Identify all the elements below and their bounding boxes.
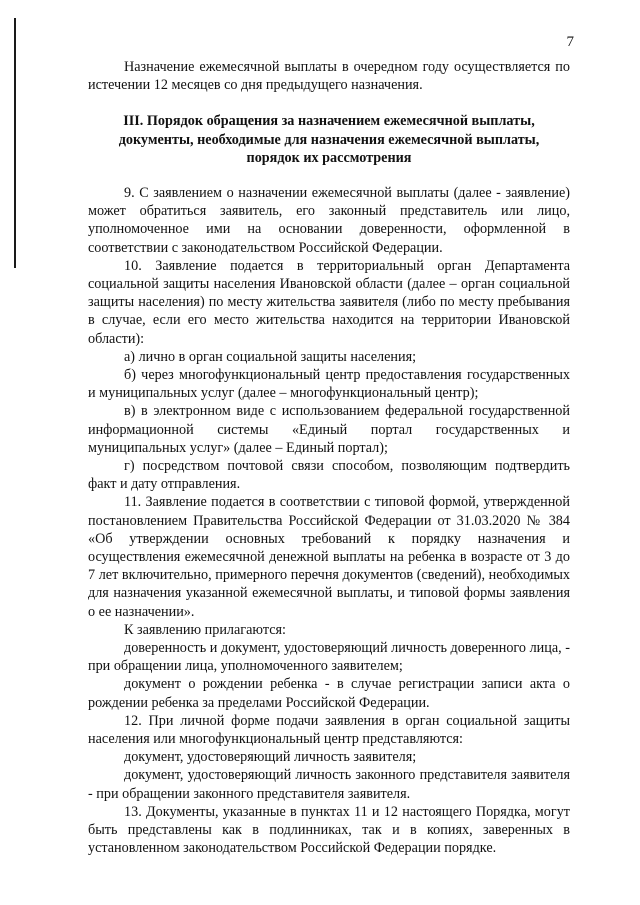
margin-line xyxy=(14,18,16,268)
list-item-b: б) через многофункциональный центр предоставления государственных и муниципальных услуг (далее – многофункциональный центр); xyxy=(88,366,570,402)
section-heading-line: документы, необходимые для назначения ежемесячной выплаты, xyxy=(118,131,540,148)
list-item-a: а) лично в орган социальной защиты населения; xyxy=(124,348,417,365)
section-heading xyxy=(88,112,570,168)
attachment-item: доверенность и документ, удостоверяющий личность доверенного лица, - при обращении лица, уполномоченного заявителем; xyxy=(88,639,570,675)
intro-paragraph: Назначение ежемесячной выплаты в очередном году осуществляется по истечении 12 месяцев со дня предыдущего назначения. xyxy=(88,59,570,94)
document-item: документ, удостоверяющий личность законного представителя заявителя - при обращении законного представителя заявителя. xyxy=(88,767,570,802)
attachment-item: документ о рождении ребенка - в случае регистрации записи акта о рождении ребенка за пределами Российской Федерации. xyxy=(88,676,570,711)
section-heading-line: III. Порядок обращения за назначением ежемесячной выплаты, xyxy=(123,113,535,130)
paragraph-9: 9. С заявлением о назначении ежемесячной выплаты (далее - заявление) может обратиться заявитель, его законный представитель или лицо, уполномоченное ими на основании доверенности, оформленной в соответствии с законодательством Российской Федерации. xyxy=(88,184,570,256)
attachments-intro: К заявлению прилагаются: xyxy=(124,621,286,638)
paragraph-12: 12. При личной форме подачи заявления в орган социальной защиты населения или многофункциональный центр представляются: xyxy=(88,712,570,747)
page-number: 7 xyxy=(566,34,574,50)
list-item-g: г) посредством почтовой связи способом, позволяющим подтвердить факт и дату отправления. xyxy=(88,457,570,493)
document-item: документ, удостоверяющий личность заявителя; xyxy=(124,749,417,766)
section-heading-line: порядок их рассмотрения xyxy=(246,150,412,167)
list-item-v: в) в электронном виде с использованием федеральной государственной информационной системы «Единый портал государственных и муниципальных услуг» (далее – Единый портал); xyxy=(88,403,570,456)
document-body xyxy=(88,58,570,857)
paragraph-11: 11. Заявление подается в соответствии с типовой формой, утвержденной постановлением Правительства Российской Федерации от 31.03.2020 № 384 «Об утверждении основных требований к порядку назначения и осуществления ежемесячной денежной выплаты на ребенка в возрасте от 3 до 7 лет включительно, примерного перечня документов (сведений), необходимых для назначения указанной ежемесячной выплаты, и типовой формы заявления о ее назначении». xyxy=(88,494,570,620)
paragraph-10: 10. Заявление подается в территориальный орган Департамента социальной защиты населения Ивановской области (далее – орган социальной защиты населения) по месту жительства заявителя (либо по месту пребывания в случае, если его место жительства находится на территории Ивановской области): xyxy=(88,257,570,347)
paragraph-13: 13. Документы, указанные в пунктах 11 и 12 настоящего Порядка, могут быть представлены как в подлинниках, так и в копиях, заверенных в установленном законодательством Российской Федерации порядке. xyxy=(88,803,570,857)
